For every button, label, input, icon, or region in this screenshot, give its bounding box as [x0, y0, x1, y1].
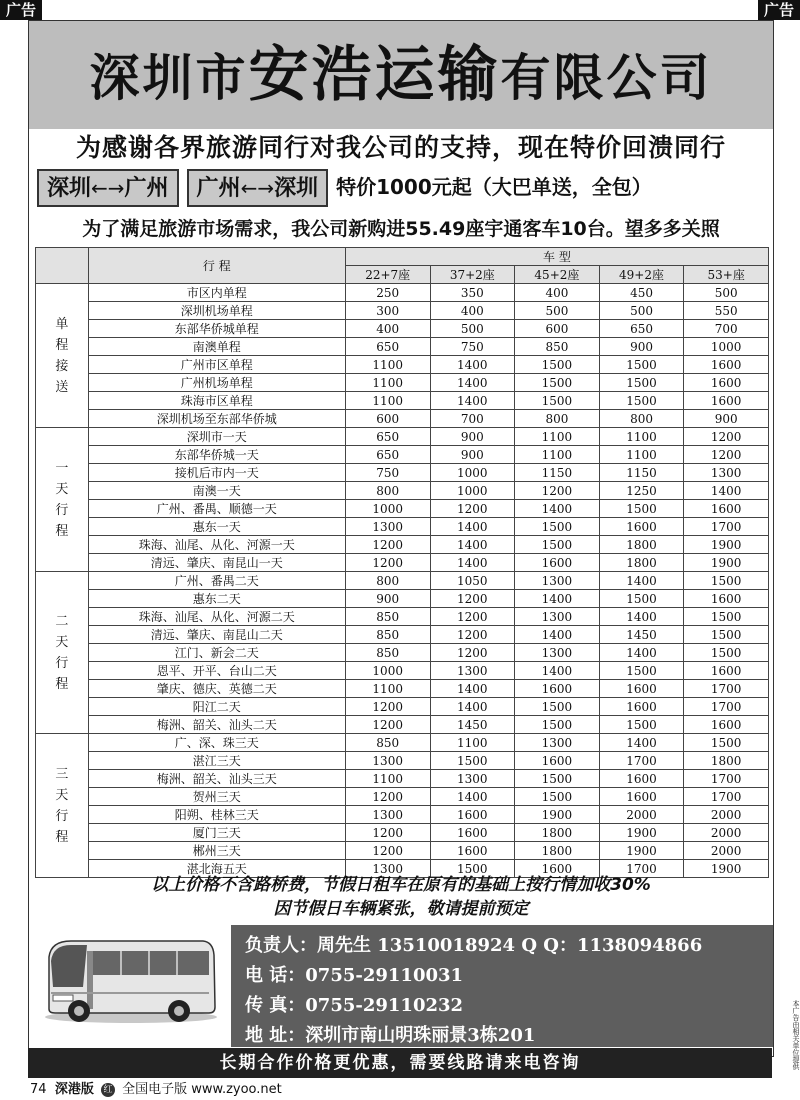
price-cell: 900 [684, 410, 769, 428]
price-cell: 1400 [430, 374, 515, 392]
price-cell: 1400 [515, 500, 600, 518]
price-cell: 1400 [430, 356, 515, 374]
price-cell: 850 [345, 626, 430, 644]
thanks-line: 为感谢各界旅游同行对我公司的支持，现在特价回溃同行 [75, 133, 726, 162]
site-link[interactable]: 全国电子版 www.zyoo.net [122, 1082, 282, 1097]
price-cell: 800 [599, 410, 684, 428]
table-row [36, 590, 769, 608]
price-cell: 1200 [430, 626, 515, 644]
price-cell: 1500 [684, 644, 769, 662]
route-box-sz-gz: 深圳←→广州 [37, 169, 179, 207]
trip-name: 肇庆、德庆、英德二天 [88, 680, 345, 698]
page-info [30, 1082, 282, 1098]
price-cell: 1500 [515, 698, 600, 716]
trip-name: 南澳一天 [88, 482, 345, 500]
price-cell: 1250 [599, 482, 684, 500]
table-row [36, 338, 769, 356]
trip-name: 清远、肇庆、南昆山二天 [88, 626, 345, 644]
price-cell: 1700 [684, 770, 769, 788]
table-row [36, 500, 769, 518]
price-cell: 1100 [515, 428, 600, 446]
table-row [36, 752, 769, 770]
contact-person-line: 负责人：周先生 13510018924 Q Q：1138094866 [245, 935, 703, 956]
price-cell: 1900 [684, 536, 769, 554]
route-box-gz-sz: 广州←→深圳 [187, 169, 329, 207]
table-row [36, 626, 769, 644]
trip-name: 珠海市区单程 [88, 392, 345, 410]
price-cell: 1700 [684, 680, 769, 698]
trip-name: 江门、新会二天 [88, 644, 345, 662]
price-cell: 1450 [430, 716, 515, 734]
price-cell: 300 [345, 302, 430, 320]
seat-type-header: 49+2座 [599, 266, 684, 284]
edition-mark-icon: 红 [101, 1083, 115, 1097]
title-band [29, 21, 773, 129]
table-row [36, 842, 769, 860]
price-cell: 1200 [430, 590, 515, 608]
price-cell: 1600 [599, 770, 684, 788]
price-cell: 1500 [515, 788, 600, 806]
price-cell: 1200 [430, 608, 515, 626]
price-cell: 1150 [515, 464, 600, 482]
price-cell: 900 [430, 446, 515, 464]
price-cell: 1600 [684, 374, 769, 392]
contact-address-line: 地 址：深圳市南山明珠丽景3栋201 [245, 1025, 536, 1046]
price-cell: 500 [599, 302, 684, 320]
price-cell: 1500 [515, 536, 600, 554]
price-cell: 1500 [599, 500, 684, 518]
price-cell: 1800 [599, 536, 684, 554]
price-cell: 1600 [430, 806, 515, 824]
price-cell: 1500 [515, 518, 600, 536]
price-cell: 700 [684, 320, 769, 338]
price-cell: 1600 [515, 680, 600, 698]
fax-number: 0755-29110232 [305, 995, 464, 1016]
price-cell: 1500 [684, 734, 769, 752]
bus-illustration [39, 931, 219, 1026]
price-cell: 1500 [515, 374, 600, 392]
price-cell: 1900 [515, 806, 600, 824]
price-cell: 1200 [430, 500, 515, 518]
table-row [36, 374, 769, 392]
price-cell: 350 [430, 284, 515, 302]
table-row [36, 770, 769, 788]
price-cell: 1500 [599, 662, 684, 680]
seat-type-header: 53+座 [684, 266, 769, 284]
table-row [36, 464, 769, 482]
price-cell: 1000 [430, 482, 515, 500]
price-cell: 800 [515, 410, 600, 428]
price-cell: 1400 [515, 662, 600, 680]
price-cell: 1400 [430, 392, 515, 410]
price-cell: 1400 [430, 536, 515, 554]
qq-number[interactable]: 1138094866 [576, 935, 703, 956]
price-cell: 1050 [430, 572, 515, 590]
price-cell: 1450 [599, 626, 684, 644]
price-cell: 1600 [684, 662, 769, 680]
price-cell: 1000 [684, 338, 769, 356]
price-cell: 1500 [684, 572, 769, 590]
price-cell: 900 [345, 590, 430, 608]
price-cell: 1600 [430, 842, 515, 860]
trip-name: 惠东一天 [88, 518, 345, 536]
price-cell: 750 [430, 338, 515, 356]
trip-name: 广州、番禺二天 [88, 572, 345, 590]
trip-name: 深圳机场单程 [88, 302, 345, 320]
price-cell: 2000 [684, 824, 769, 842]
price-cell: 1600 [684, 356, 769, 374]
price-cell: 850 [345, 734, 430, 752]
price-cell: 1300 [515, 644, 600, 662]
price-cell: 1500 [515, 716, 600, 734]
price-cell: 1200 [684, 446, 769, 464]
table-row [36, 608, 769, 626]
trip-name: 厦门三天 [88, 824, 345, 842]
trip-name: 清远、肇庆、南昆山一天 [88, 554, 345, 572]
price-cell: 1700 [684, 788, 769, 806]
price-cell: 550 [684, 302, 769, 320]
price-cell: 1100 [345, 374, 430, 392]
price-cell: 1300 [684, 464, 769, 482]
price-cell: 1400 [430, 554, 515, 572]
price-cell: 1400 [430, 680, 515, 698]
company-title-post: 有限公司 [500, 49, 713, 107]
ad-tag-left: 广告 [0, 0, 42, 20]
price-cell: 1500 [684, 608, 769, 626]
price-cell: 1100 [345, 392, 430, 410]
price-cell: 1000 [345, 662, 430, 680]
price-cell: 1800 [515, 824, 600, 842]
price-cell: 1200 [345, 824, 430, 842]
table-row [36, 356, 769, 374]
price-cell: 1100 [345, 680, 430, 698]
price-cell: 650 [345, 428, 430, 446]
price-cell: 1700 [684, 518, 769, 536]
price-cell: 850 [345, 608, 430, 626]
address: 深圳市南山明珠丽景3栋201 [305, 1025, 536, 1046]
price-cell: 900 [599, 338, 684, 356]
price-cell: 1600 [599, 518, 684, 536]
seat-type-header: 37+2座 [430, 266, 515, 284]
trip-name: 梅洲、韶关、汕头三天 [88, 770, 345, 788]
price-cell: 2000 [684, 806, 769, 824]
price-cell: 1200 [430, 644, 515, 662]
ad-page [28, 20, 774, 1057]
trip-name: 珠海、汕尾、从化、河源二天 [88, 608, 345, 626]
table-row [36, 680, 769, 698]
table-row [36, 320, 769, 338]
trip-header: 行 程 [88, 248, 345, 284]
table-row [36, 302, 769, 320]
seat-type-header: 22+7座 [345, 266, 430, 284]
table-row [36, 392, 769, 410]
mobile-number[interactable]: 13510018924 [377, 935, 516, 956]
group-label: 三 天 行 程 [36, 734, 89, 878]
group-label: 单 程 接 送 [36, 284, 89, 428]
price-cell: 1200 [345, 842, 430, 860]
edition-label: 深港版 [54, 1082, 94, 1097]
company-title-pre: 深圳市 [89, 49, 249, 107]
price-cell: 1100 [515, 446, 600, 464]
price-cell: 1500 [599, 392, 684, 410]
table-row [36, 644, 769, 662]
price-cell: 1200 [345, 788, 430, 806]
price-cell: 1400 [599, 644, 684, 662]
price-cell: 1600 [599, 788, 684, 806]
table-row [36, 662, 769, 680]
table-row [36, 698, 769, 716]
price-cell: 1400 [515, 626, 600, 644]
table-row [36, 716, 769, 734]
trip-name: 郴州三天 [88, 842, 345, 860]
price-cell: 1100 [430, 734, 515, 752]
intro-line: 为了满足旅游市场需求，我公司新购进55.49座宇通客车10台。望多多关照 [82, 218, 720, 240]
price-cell: 1700 [684, 698, 769, 716]
price-cell: 1150 [599, 464, 684, 482]
price-cell: 1500 [515, 770, 600, 788]
price-cell: 1500 [515, 392, 600, 410]
price-cell: 1600 [515, 860, 600, 878]
price-cell: 1500 [684, 626, 769, 644]
table-row [36, 788, 769, 806]
double-arrow-icon: ←→ [240, 176, 275, 200]
trip-name: 接机后市内一天 [88, 464, 345, 482]
table-row [36, 734, 769, 752]
price-cell: 1400 [430, 518, 515, 536]
tel-number[interactable]: 0755-29110031 [305, 965, 464, 986]
price-cell: 450 [599, 284, 684, 302]
price-cell: 1700 [599, 752, 684, 770]
price-cell: 1200 [684, 428, 769, 446]
price-cell: 1100 [599, 446, 684, 464]
price-cell: 800 [345, 572, 430, 590]
price-cell: 250 [345, 284, 430, 302]
table-row [36, 482, 769, 500]
table-row [36, 410, 769, 428]
price-cell: 500 [515, 302, 600, 320]
price-cell: 1600 [515, 554, 600, 572]
trip-name: 广州、番禺、顺德一天 [88, 500, 345, 518]
price-cell: 500 [430, 320, 515, 338]
holiday-note: 因节假日车辆紧张，敬请提前预定 [273, 899, 529, 919]
price-cell: 1300 [345, 860, 430, 878]
price-cell: 850 [515, 338, 600, 356]
price-cell: 1100 [599, 428, 684, 446]
price-cell: 650 [345, 446, 430, 464]
price-cell: 1900 [684, 554, 769, 572]
group-header-blank [36, 248, 89, 284]
table-row [36, 572, 769, 590]
price-cell: 900 [430, 428, 515, 446]
price-cell: 1200 [345, 716, 430, 734]
price-cell: 1300 [515, 608, 600, 626]
price-cell: 700 [430, 410, 515, 428]
price-cell: 600 [515, 320, 600, 338]
trip-name: 阳朔、桂林三天 [88, 806, 345, 824]
special-price: 特价1000元起（大巴单送，全包） [336, 175, 652, 199]
price-cell: 1100 [345, 356, 430, 374]
price-cell: 1900 [599, 824, 684, 842]
price-note: 以上价格不含路桥费，节假日租车在原有的基础上按行情加收30% [151, 875, 651, 895]
price-cell: 1300 [345, 518, 430, 536]
price-cell: 1400 [684, 482, 769, 500]
price-cell: 1400 [430, 698, 515, 716]
group-label: 二 天 行 程 [36, 572, 89, 734]
price-cell: 1500 [599, 374, 684, 392]
trip-name: 珠海、汕尾、从化、河源一天 [88, 536, 345, 554]
price-cell: 1900 [684, 860, 769, 878]
trip-name: 贺州三天 [88, 788, 345, 806]
price-cell: 2000 [599, 806, 684, 824]
price-cell: 1500 [515, 356, 600, 374]
group-label: 一 天 行 程 [36, 428, 89, 572]
price-cell: 1800 [515, 842, 600, 860]
trip-name: 广、深、珠三天 [88, 734, 345, 752]
company-title [29, 35, 773, 118]
price-cell: 1500 [599, 590, 684, 608]
contact-fax-line: 传 真：0755-29110232 [245, 995, 464, 1016]
price-cell: 1600 [599, 680, 684, 698]
price-cell: 1600 [684, 590, 769, 608]
price-cell: 1300 [345, 752, 430, 770]
trip-name: 东部华侨城单程 [88, 320, 345, 338]
price-cell: 1100 [345, 770, 430, 788]
price-cell: 1900 [599, 842, 684, 860]
price-cell: 2000 [684, 842, 769, 860]
trip-name: 惠东二天 [88, 590, 345, 608]
trip-name: 东部华侨城一天 [88, 446, 345, 464]
price-cell: 1600 [599, 698, 684, 716]
table-row [36, 806, 769, 824]
side-note: 本广告由相关单位提供 [792, 1000, 800, 1070]
price-cell: 1400 [599, 572, 684, 590]
table-row [36, 554, 769, 572]
trip-name: 恩平、开平、台山二天 [88, 662, 345, 680]
price-cell: 1200 [345, 698, 430, 716]
table-row [36, 518, 769, 536]
footer-slogan: 长期合作价格更优惠，需要线路请来电咨询 [28, 1048, 772, 1078]
contact-tel-line: 电 话：0755-29110031 [245, 965, 464, 986]
price-cell: 1600 [684, 500, 769, 518]
seat-type-header: 45+2座 [515, 266, 600, 284]
price-cell: 1800 [684, 752, 769, 770]
table-row [36, 536, 769, 554]
price-cell: 500 [684, 284, 769, 302]
trip-name: 广州市区单程 [88, 356, 345, 374]
price-cell: 1300 [345, 806, 430, 824]
price-cell: 1300 [430, 662, 515, 680]
table-row [36, 824, 769, 842]
trip-name: 湛北海五天 [88, 860, 345, 878]
price-cell: 1400 [515, 590, 600, 608]
price-cell: 1600 [684, 716, 769, 734]
trip-name: 市区内单程 [88, 284, 345, 302]
trip-name: 阳江二天 [88, 698, 345, 716]
price-cell: 1500 [430, 860, 515, 878]
contact-box [231, 925, 773, 1047]
price-cell: 1500 [430, 752, 515, 770]
price-cell: 1600 [684, 392, 769, 410]
trip-name: 南澳单程 [88, 338, 345, 356]
double-arrow-icon: ←→ [91, 176, 125, 200]
trip-name: 梅洲、韶关、汕头二天 [88, 716, 345, 734]
price-cell: 1300 [515, 572, 600, 590]
price-cell: 1800 [599, 554, 684, 572]
ad-tag-right: 广告 [758, 0, 800, 20]
table-row [36, 446, 769, 464]
price-cell: 1500 [599, 716, 684, 734]
trip-name: 湛江三天 [88, 752, 345, 770]
price-cell: 850 [345, 644, 430, 662]
price-cell: 1500 [599, 356, 684, 374]
price-cell: 600 [345, 410, 430, 428]
price-cell: 1400 [599, 608, 684, 626]
price-cell: 1000 [345, 500, 430, 518]
price-cell: 650 [345, 338, 430, 356]
price-cell: 800 [345, 482, 430, 500]
price-cell: 1600 [430, 824, 515, 842]
company-title-main: 安浩运输 [248, 40, 501, 110]
price-cell: 1200 [345, 554, 430, 572]
price-cell: 650 [599, 320, 684, 338]
price-cell: 1300 [430, 770, 515, 788]
price-cell: 750 [345, 464, 430, 482]
price-cell: 400 [515, 284, 600, 302]
table-row [36, 428, 769, 446]
trip-name: 广州机场单程 [88, 374, 345, 392]
trip-name: 深圳机场至东部华侨城 [88, 410, 345, 428]
price-table [35, 247, 769, 878]
route-row [37, 169, 774, 205]
price-cell: 1300 [515, 734, 600, 752]
trip-name: 深圳市一天 [88, 428, 345, 446]
price-cell: 1200 [345, 536, 430, 554]
price-cell: 1600 [515, 752, 600, 770]
price-cell: 1200 [515, 482, 600, 500]
price-cell: 400 [345, 320, 430, 338]
page-number: 74 [30, 1082, 47, 1097]
price-cell: 1400 [599, 734, 684, 752]
price-cell: 400 [430, 302, 515, 320]
table-row [36, 284, 769, 302]
price-cell: 1000 [430, 464, 515, 482]
vehicle-header: 车 型 [345, 248, 768, 266]
price-cell: 1700 [599, 860, 684, 878]
price-cell: 1400 [430, 788, 515, 806]
